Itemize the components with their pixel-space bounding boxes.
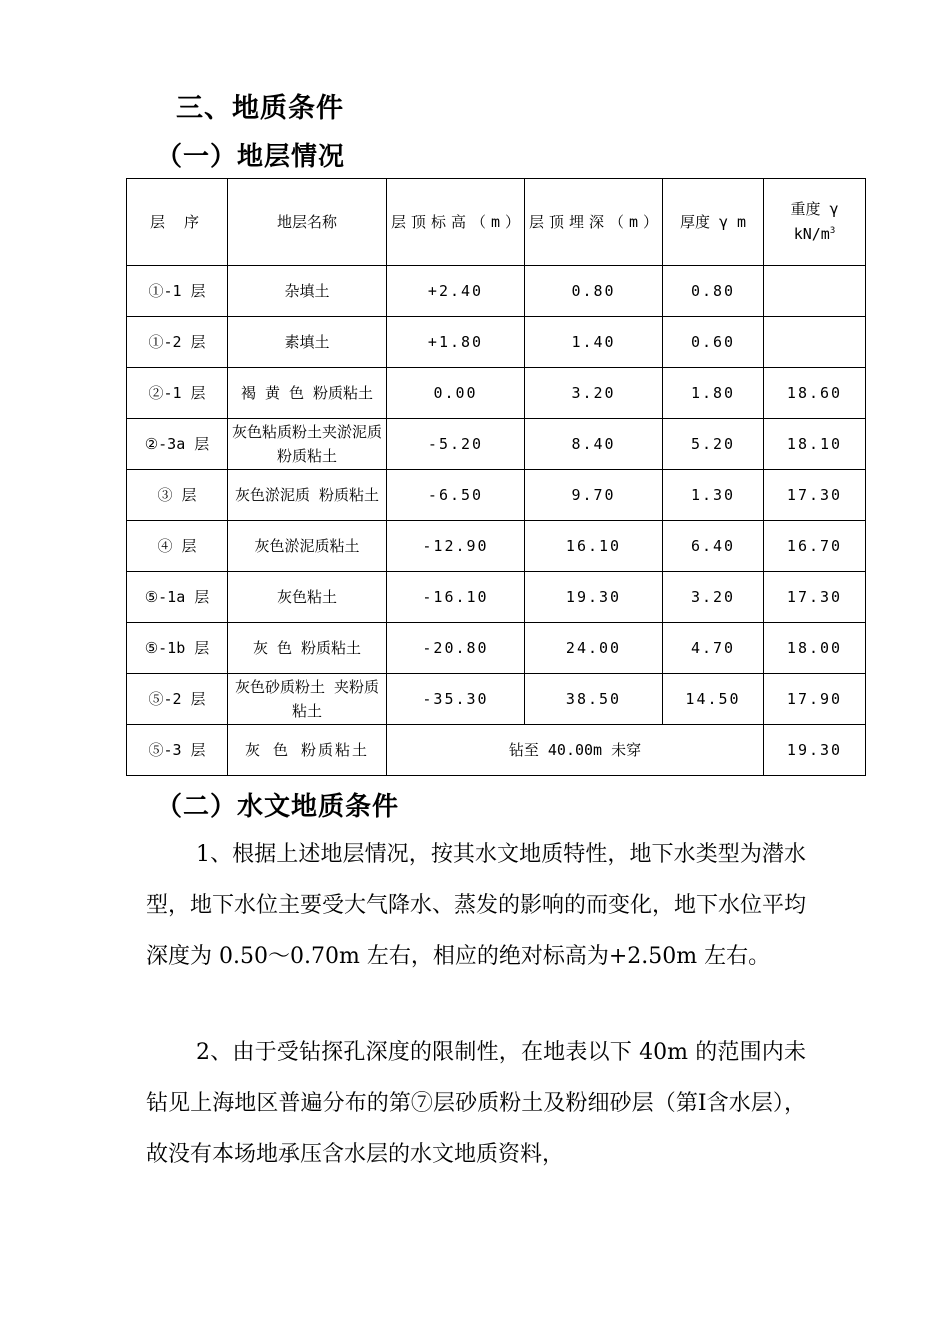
table-row <box>127 674 866 725</box>
cell-unit-weight <box>764 266 866 317</box>
cell-top-depth: 24.00 <box>525 623 663 674</box>
cell-top-depth: 38.50 <box>525 674 663 725</box>
cell-top-depth: 0.80 <box>525 266 663 317</box>
cell-top-elevation: -5.20 <box>387 419 525 470</box>
cell-unit-weight: 19.30 <box>764 725 866 776</box>
header-layer-no: 层 序 <box>127 179 228 266</box>
cell-layer-name: 褐 黄 色 粉质粘土 <box>228 368 387 419</box>
cell-top-elevation: -12.90 <box>387 521 525 572</box>
table-row <box>127 368 866 419</box>
cell-layer-name: 灰色砂质粉土 夹粉质粘土 <box>228 674 387 725</box>
cell-top-elevation: 0.00 <box>387 368 525 419</box>
header-top-elevation: 层顶标高（m） <box>387 179 525 266</box>
cell-unit-weight: 18.00 <box>764 623 866 674</box>
table-row <box>127 419 866 470</box>
cell-layer-no: ④ 层 <box>127 521 228 572</box>
header-unit-weight-sup: 3 <box>829 226 836 236</box>
cell-thickness: 4.70 <box>663 623 764 674</box>
cell-top-elevation: -20.80 <box>387 623 525 674</box>
cell-top-elevation: +1.80 <box>387 317 525 368</box>
header-unit-weight <box>764 179 866 266</box>
subsection-title-hydro: （二）水文地质条件 <box>156 792 400 822</box>
cell-top-elevation: -35.30 <box>387 674 525 725</box>
cell-layer-no: ②-1 层 <box>127 368 228 419</box>
paragraph-2: 2、由于受钻探孔深度的限制性，在地表以下 40m 的范围内未钻见上海地区普遍分布的第⑦层砂质粉土及粉细砂层（第Ⅰ含水层），故没有本场地承压含水层的水文地质资料， <box>146 1040 806 1167</box>
cell-thickness: 0.80 <box>663 266 764 317</box>
cell-top-depth: 3.20 <box>525 368 663 419</box>
table-row <box>127 521 866 572</box>
cell-unit-weight: 17.90 <box>764 674 866 725</box>
cell-unit-weight: 18.10 <box>764 419 866 470</box>
cell-top-depth: 19.30 <box>525 572 663 623</box>
cell-layer-no: ⑤-1a 层 <box>127 572 228 623</box>
cell-thickness: 6.40 <box>663 521 764 572</box>
cell-top-depth: 16.10 <box>525 521 663 572</box>
cell-top-depth: 8.40 <box>525 419 663 470</box>
cell-layer-name: 杂填土 <box>228 266 387 317</box>
cell-thickness: 5.20 <box>663 419 764 470</box>
cell-layer-name: 灰色粘土 <box>228 572 387 623</box>
header-layer-name: 地层名称 <box>228 179 387 266</box>
cell-layer-no: ⑤-3 层 <box>127 725 228 776</box>
cell-unit-weight: 16.70 <box>764 521 866 572</box>
cell-note: 钻至 40.00m 未穿 <box>387 725 764 776</box>
cell-top-depth: 1.40 <box>525 317 663 368</box>
cell-layer-name: 灰色淤泥质粘土 <box>228 521 387 572</box>
table-row <box>127 725 866 776</box>
header-unit-weight-text: 重度 γ kN/m <box>790 200 839 243</box>
cell-unit-weight: 18.60 <box>764 368 866 419</box>
table-row <box>127 470 866 521</box>
table-row <box>127 317 866 368</box>
cell-layer-no: ⑤-2 层 <box>127 674 228 725</box>
header-thickness: 厚度 γ m <box>663 179 764 266</box>
cell-unit-weight: 17.30 <box>764 470 866 521</box>
subsection-title-strata: （一）地层情况 <box>156 142 346 172</box>
paragraph-1: 1、根据上述地层情况，按其水文地质特性，地下水类型为潜水型，地下水位主要受大气降水、蒸发的影响的而变化，地下水位平均深度为 0.50～0.70m 左右，相应的绝对标高为+2.50m 左右。 <box>146 842 807 969</box>
cell-thickness: 14.50 <box>663 674 764 725</box>
cell-layer-name: 灰色粘质粉土夹淤泥质粉质粘土 <box>228 419 387 470</box>
cell-layer-name: 素填土 <box>228 317 387 368</box>
cell-layer-no: ①-1 层 <box>127 266 228 317</box>
strata-table <box>126 178 866 776</box>
cell-layer-name: 灰色淤泥质 粉质粘土 <box>228 470 387 521</box>
cell-thickness: 1.30 <box>663 470 764 521</box>
cell-layer-no: ③ 层 <box>127 470 228 521</box>
cell-top-elevation: +2.40 <box>387 266 525 317</box>
cell-layer-name: 灰 色 粉质粘土 <box>228 725 387 776</box>
cell-layer-no: ②-3a 层 <box>127 419 228 470</box>
section-title: 三、地质条件 <box>176 93 344 124</box>
header-top-depth: 层顶埋深（m） <box>525 179 663 266</box>
cell-unit-weight <box>764 317 866 368</box>
cell-top-elevation: -6.50 <box>387 470 525 521</box>
cell-top-elevation: -16.10 <box>387 572 525 623</box>
table-row <box>127 572 866 623</box>
cell-layer-no: ⑤-1b 层 <box>127 623 228 674</box>
cell-layer-no: ①-2 层 <box>127 317 228 368</box>
cell-thickness: 0.60 <box>663 317 764 368</box>
cell-layer-name: 灰 色 粉质粘土 <box>228 623 387 674</box>
cell-unit-weight: 17.30 <box>764 572 866 623</box>
table-row <box>127 266 866 317</box>
table-row <box>127 623 866 674</box>
cell-top-depth: 9.70 <box>525 470 663 521</box>
cell-thickness: 1.80 <box>663 368 764 419</box>
cell-thickness: 3.20 <box>663 572 764 623</box>
table-header-row <box>127 179 866 266</box>
